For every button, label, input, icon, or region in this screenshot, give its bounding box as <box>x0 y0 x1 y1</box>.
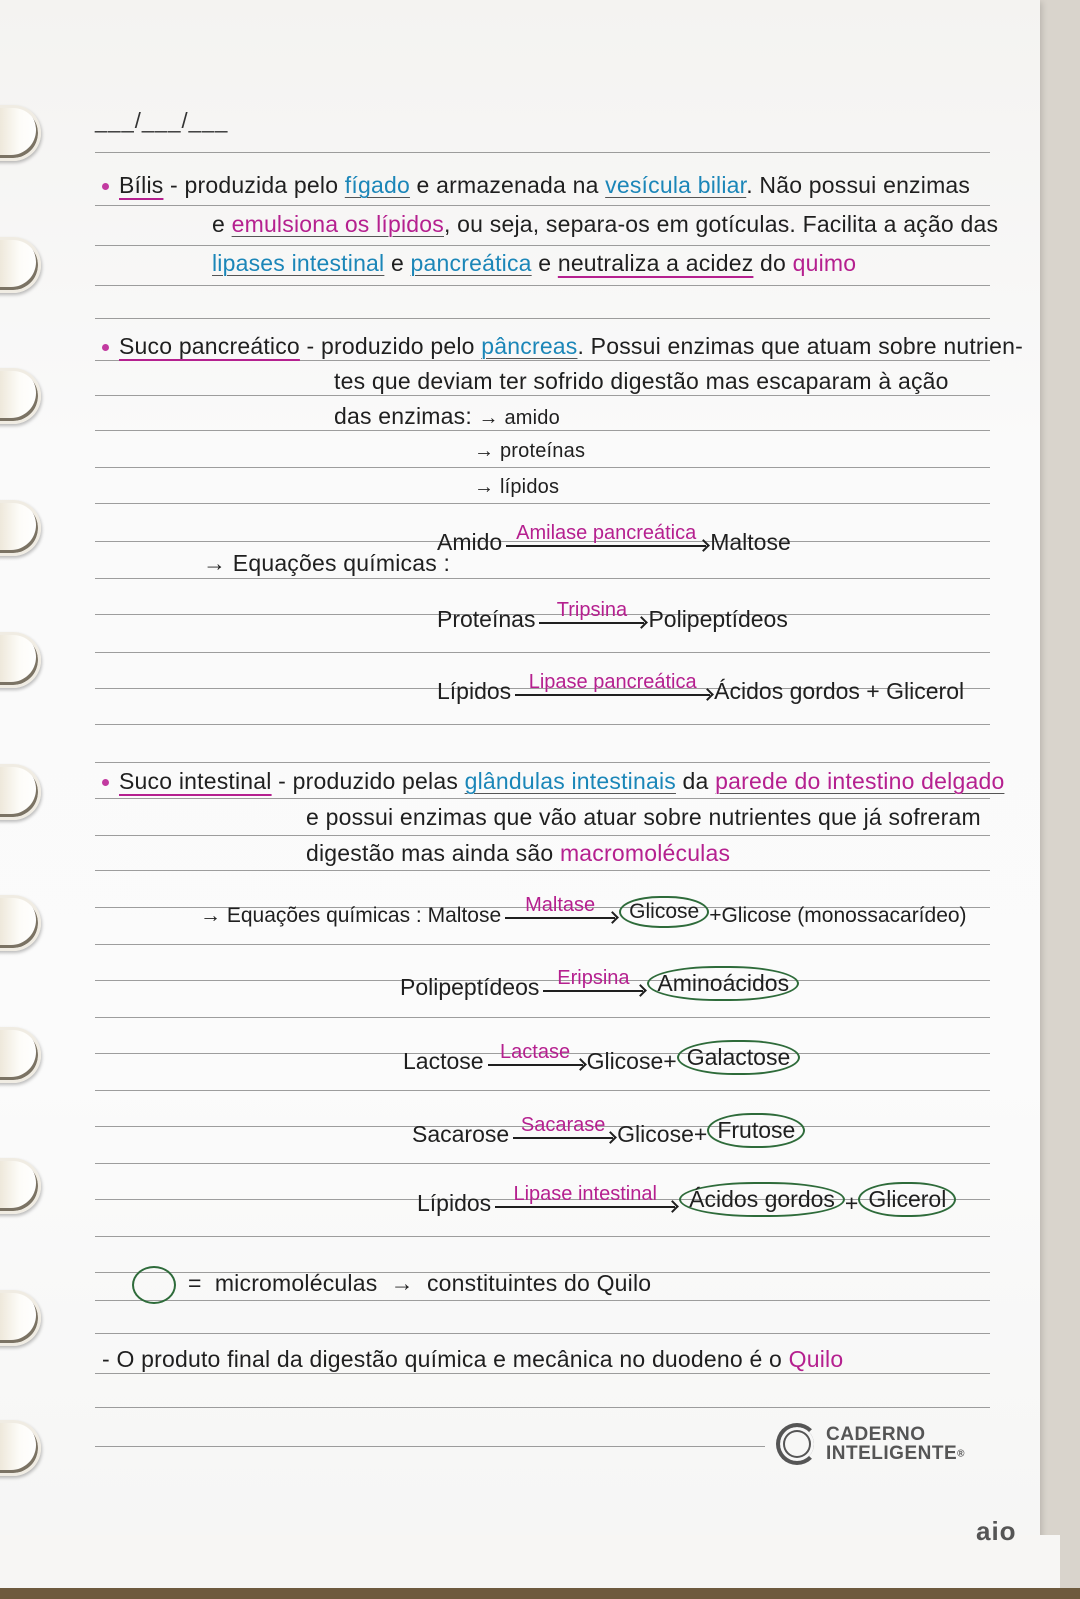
ruled-line <box>95 503 990 504</box>
bilis-term: Bílis <box>119 172 164 198</box>
ruled-line <box>95 835 990 836</box>
ruled-line <box>95 724 990 725</box>
date-field: ___/___/___ <box>95 108 229 133</box>
binder-ring <box>0 1290 41 1346</box>
figado: fígado <box>344 172 410 198</box>
equation-proteinas: Proteínas Tripsina Polipeptídeos <box>437 599 788 632</box>
binder-ring <box>0 764 41 820</box>
ruled-line <box>95 285 990 286</box>
table-surface <box>0 1588 1080 1599</box>
binder-ring <box>0 105 41 161</box>
caderno-inteligente-logo: CADERNO INTELIGENTE® <box>776 1423 965 1465</box>
page-beneath-text: aio <box>976 1516 1017 1546</box>
bilis-line-2: e emulsiona os lípidos, ou seja, separa-os em gotículas. Facilita a ação das <box>212 211 999 237</box>
lipases-intestinal: lipases intestinal <box>212 250 385 276</box>
emulsiona-os-lipidos: emulsiona os lípidos <box>231 211 444 237</box>
reaction-arrow-icon: Amilase pancreática <box>506 523 706 556</box>
intestinal-line-3: digestão mas ainda são macromoléculas <box>306 840 731 866</box>
parede-intestino-delgado: parede do intestino delgado <box>715 768 1005 794</box>
ruled-line <box>95 1163 990 1164</box>
reaction-arrow-icon: Lipase pancreática <box>515 672 710 705</box>
ruled-line <box>95 870 990 871</box>
nutrient-item: → proteínas <box>474 440 586 462</box>
neutraliza-acidez: neutraliza a acidez <box>557 250 754 276</box>
pancreatico-line-1: Suco pancreático - produzido pelo pâncreas. Possui enzimas que atuam sobre nutrien- <box>102 333 1023 360</box>
pancreas: pâncreas <box>481 333 578 359</box>
equation-lipidos-intestinal: Lípidos Lipase intestinal Ácidos gordos + Glicerol <box>417 1182 956 1217</box>
ruled-line <box>95 152 990 153</box>
bilis-line-3: lipases intestinal e pancreática e neutraliza a acidez do quimo <box>212 250 857 276</box>
equation-amido: Amido Amilase pancreática Maltose <box>437 522 791 555</box>
micromolecule-circle: Ácidos gordos <box>679 1182 845 1217</box>
ruled-line <box>95 798 990 799</box>
reaction-arrow-icon: Maltase <box>505 895 615 928</box>
binder-ring <box>0 500 41 556</box>
ruled-line <box>95 762 990 763</box>
suco-pancreatico-term: Suco pancreático <box>119 333 300 359</box>
pancreatica: pancreática <box>410 250 532 276</box>
reaction-arrow-icon: Lactase <box>488 1042 583 1075</box>
ruled-line <box>95 1333 990 1334</box>
quimo: quimo <box>792 250 857 276</box>
equations-label: → Equações químicas : <box>203 550 451 576</box>
ruled-line <box>95 1236 990 1237</box>
suco-intestinal-term: Suco intestinal <box>119 768 272 794</box>
reaction-arrow-icon: Lipase intestinal <box>495 1184 675 1217</box>
conclusion-line: - O produto final da digestão química e mecânica no duodeno é o Quilo <box>102 1346 844 1372</box>
ruled-line <box>95 652 990 653</box>
ruled-line <box>95 1017 990 1018</box>
reaction-arrow-icon: Sacarase <box>513 1115 613 1148</box>
bullet-icon <box>102 183 109 190</box>
binder-ring <box>0 368 41 424</box>
binder-ring <box>0 895 41 951</box>
micromolecule-circle: Aminoácidos <box>647 966 799 1001</box>
macromoleculas: macromoléculas <box>559 840 731 866</box>
page-beneath <box>0 1535 1060 1590</box>
equation-polipeptideos: Polipeptídeos Eripsina Aminoácidos <box>400 966 799 1001</box>
intestinal-line-2: e possui enzimas que vão atuar sobre nutrientes que já sofreram <box>306 804 981 830</box>
ruled-line <box>95 205 990 206</box>
ruled-line <box>95 467 990 468</box>
binder-ring <box>0 1027 41 1083</box>
binder-ring <box>0 632 41 688</box>
nutrient-item: → amido <box>478 407 560 429</box>
equation-maltose: → Equações químicas : Maltose Maltase Glicose + Glicose (monossacarídeo) <box>200 894 967 927</box>
bullet-icon <box>102 344 109 351</box>
intestinal-line-1: Suco intestinal - produzido pelas glândulas intestinais da parede do intestino delgado <box>102 768 1004 795</box>
ruled-line <box>95 1373 990 1374</box>
equation-lactose: Lactose Lactase Glicose + Galactose <box>403 1040 800 1075</box>
ruled-line <box>95 430 990 431</box>
reaction-arrow-icon: Eripsina <box>543 968 643 1001</box>
bilis-line-1: Bílis - produzida pelo fígado e armazenada na vesícula biliar. Não possui enzimas <box>102 172 970 199</box>
quilo: Quilo <box>788 1346 844 1372</box>
reaction-arrow-icon: Tripsina <box>539 600 644 633</box>
equation-lipidos-pancreatica: Lípidos Lipase pancreática Ácidos gordos + Glicerol <box>437 671 965 704</box>
ruled-line <box>95 1090 990 1091</box>
micromolecule-circle: Glicerol <box>858 1182 956 1217</box>
ruled-line <box>95 1407 990 1408</box>
glandulas-intestinais: glândulas intestinais <box>464 768 676 794</box>
micromolecule-legend: = micromoléculas → constituintes do Quilo <box>132 1266 651 1304</box>
binder-ring <box>0 237 41 293</box>
micromolecule-circle: Glicose <box>619 896 709 928</box>
pancreatico-line-2: tes que deviam ter sofrido digestão mas escaparam à ação <box>334 368 949 394</box>
circle-legend-icon <box>132 1266 176 1304</box>
ruled-line <box>95 1446 765 1447</box>
ruled-line <box>95 395 990 396</box>
equation-sacarose: Sacarose Sacarase Glicose + Frutose <box>412 1113 805 1148</box>
binder-ring <box>0 1420 41 1476</box>
nutrient-item: → lípidos <box>474 476 560 498</box>
ruled-line <box>95 578 990 579</box>
ruled-line <box>95 318 990 319</box>
ruled-line <box>95 245 990 246</box>
ruled-line <box>95 360 990 361</box>
vesicula-biliar: vesícula biliar <box>605 172 747 198</box>
micromolecule-circle: Frutose <box>707 1113 805 1148</box>
logo-c-icon <box>776 1423 818 1465</box>
micromolecule-circle: Galactose <box>677 1040 801 1075</box>
binder-ring <box>0 1158 41 1214</box>
ruled-line <box>95 944 990 945</box>
pancreatico-line-3: das enzimas: → amido <box>334 403 560 429</box>
bullet-icon <box>102 779 109 786</box>
